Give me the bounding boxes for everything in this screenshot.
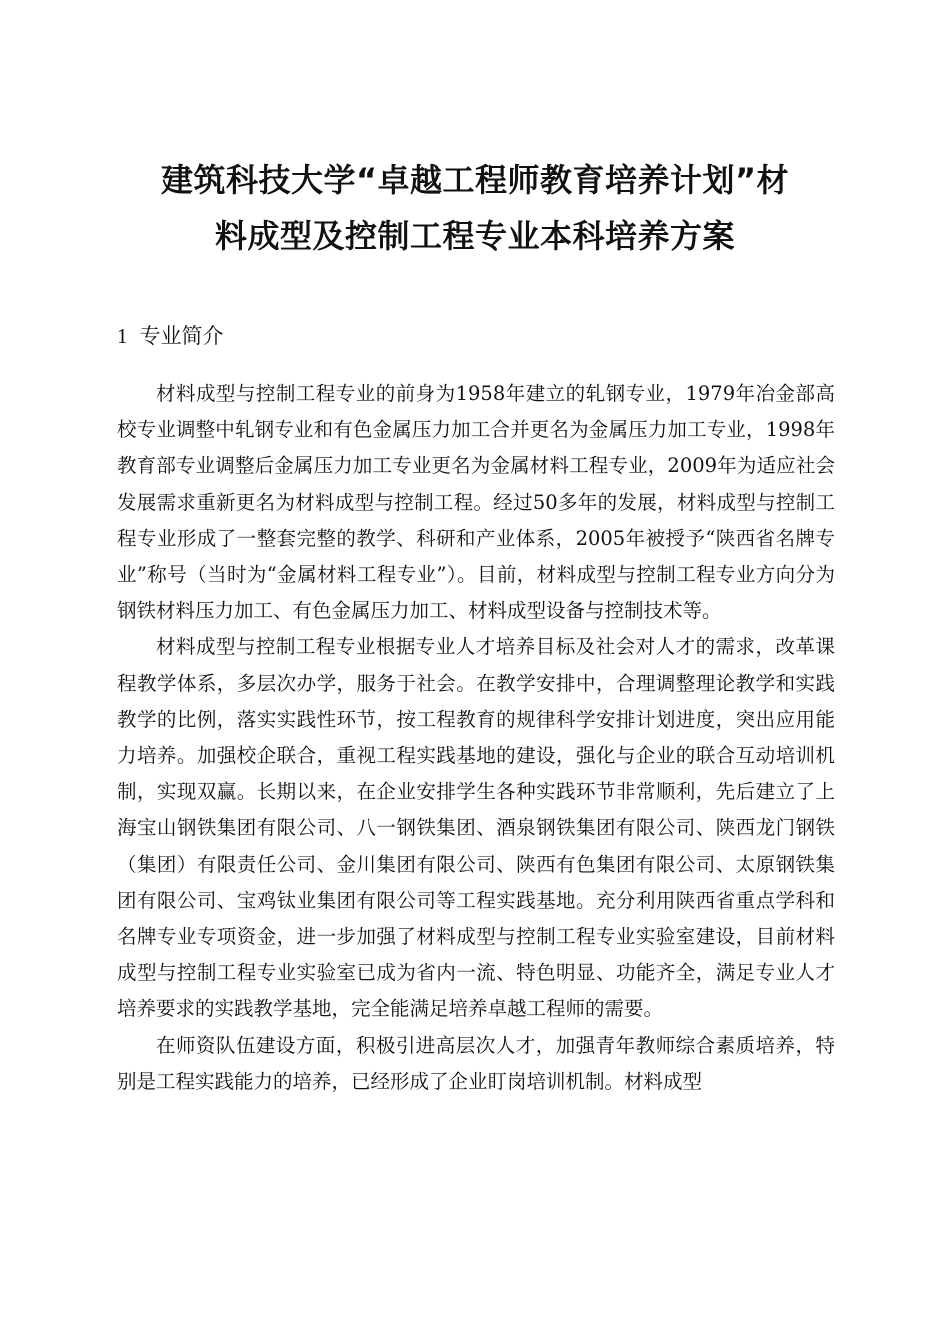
paragraph-2: 材料成型与控制工程专业根据专业人才培养目标及社会对人才的需求，改革课程教学体系，多层次办学，服务于社会。在教学安排中，合理调整理论教学和实践教学的比例，落实实践性环节，按工程教育的规律科学安排计划进度，突出应用能力培养。加强校企联合，重视工程实践基地的建设，强化与企业的联合互动培训机制，实现双赢。长期以来，在企业安排学生各种实践环节非常顺利，先后建立了上海宝山钢铁集团有限公司、八一钢铁集团、酒泉钢铁集团有限公司、陕西龙门钢铁（集团）有限责任公司、金川集团有限公司、陕西有色集团有限公司、太原钢铁集团有限公司、宝鸡钛业集团有限公司等工程实践基地。充分利用陕西省重点学科和名牌专业专项资金，进一步加强了材料成型与控制工程专业实验室建设，目前材料成型与控制工程专业实验室已成为省内一流、特色明显、功能齐全，满足专业人才培养要求的实践教学基地，完全能满足培养卓越工程师的需要。 xyxy=(117,635,835,1021)
section-heading-text: 专业简介 xyxy=(139,324,224,348)
section-body xyxy=(117,376,835,1100)
paragraph-3: 在师资队伍建设方面，积极引进高层次人才，加强青年教师综合素质培养，特别是工程实践能力的培养，已经形成了企业盯岗培训机制。材料成型 xyxy=(117,1033,835,1093)
section-number: 1 xyxy=(117,324,128,348)
section-heading xyxy=(117,318,224,354)
title-line-2: 料成型及控制工程专业本科培养方案 xyxy=(214,217,735,255)
document-title xyxy=(90,152,860,264)
title-line-1: 建筑科技大学“卓越工程师教育培养计划”材 xyxy=(160,161,790,199)
paragraph-1: 材料成型与控制工程专业的前身为1958年建立的轧钢专业，1979年冶金部高校专业调整中轧钢专业和有色金属压力加工合并更名为金属压力加工专业，1998年教育部专业调整后金属压力加工专业更名为金属材料工程专业，2009年为适应社会发展需求重新更名为材料成型与控制工程。经过50多年的发展，材料成型与控制工程专业形成了一整套完整的教学、科研和产业体系，2005年被授予“陕西省名牌专业”称号（当时为“金属材料工程专业”）。目前，材料成型与控制工程专业方向分为钢铁材料压力加工、有色金属压力加工、材料成型设备与控制技术等。 xyxy=(117,382,835,623)
